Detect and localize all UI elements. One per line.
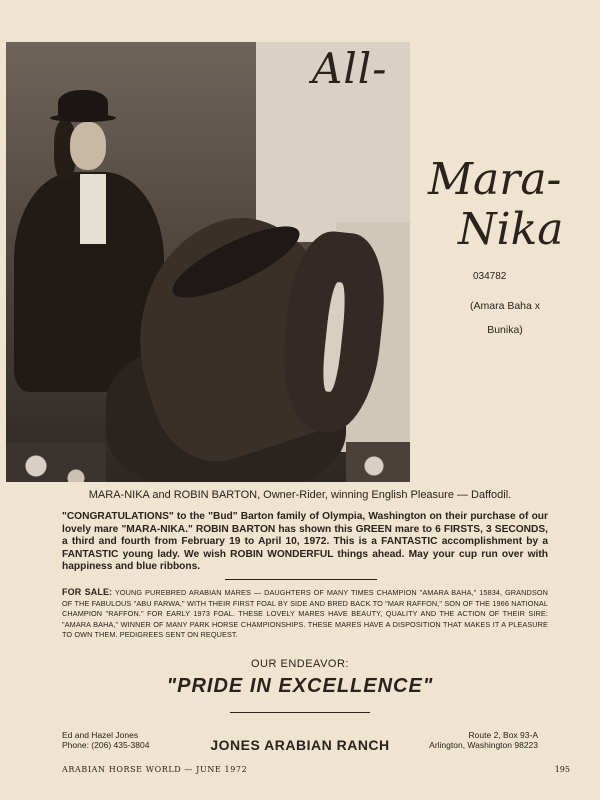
lineage-line1: (Amara Baha x	[469, 300, 541, 312]
for-sale-label: FOR SALE:	[62, 587, 113, 597]
congratulations-paragraph: "CONGRATULATIONS" to the "Bud" Barton family of Olympia, Washington on their purchase of our lovely mare "MARA-NIKA." ROBIN BARTON has shown this GREEN mare to 6 FIRSTS, 3 SECONDS, a third and fourth from February 19 to April 10, 1972. This is a FANTASTIC accomplishment by a FANTASTIC young lady. We wish ROBIN WONDERFUL things ahead. May your cup run over with happiness and blue ribbons.	[62, 511, 548, 572]
address-line2: Arlington, Washington 98223	[429, 740, 538, 750]
for-sale-paragraph	[62, 587, 548, 641]
publication-footer: ARABIAN HORSE WORLD — JUNE 1972	[62, 765, 248, 774]
for-sale-text: YOUNG PUREBRED ARABIAN MARES — DAUGHTERS OF MANY TIMES CHAMPION "AMARA BAHA," 15834, GRANDSON OF THE FABULOUS "ABU FARWA," WITH THEIR FIRST FOAL BY SIDE AND BRED BACK TO "MAR RAFFON," SON OF THE 1966 NATIONAL CHAMPION "RAFFON." FOR EARLY 1973 FOAL. THESE LOVELY MARES HAVE BEAUTY, QUALITY AND THE ACTION OF THEIR SIRE: "AMARA BAHA," WINNER OF MANY PARK HORSE CHAMPIONSHIPS. THESE MARES HAVE A DISPOSITION THAT MAKES IT A PLEASURE TO OWN THEM. PEDIGREES SENT ON REQUEST.	[62, 588, 548, 639]
daffodil-flowers	[6, 442, 106, 482]
rider-hat-brim	[50, 114, 116, 122]
ranch-name: JONES ARABIAN RANCH	[210, 737, 390, 753]
daffodil-flowers	[346, 442, 410, 482]
endeavor-label: OUR ENDEAVOR:	[251, 658, 349, 670]
rider-shirt	[80, 174, 106, 244]
phone-number: Phone: (206) 435-3804	[62, 740, 150, 750]
photo-caption: MARA-NIKA and ROBIN BARTON, Owner-Rider, winning English Pleasure — Daffodil.	[88, 489, 512, 501]
ranch-address	[429, 730, 538, 750]
lineage	[460, 294, 550, 342]
registration-number: 034782	[473, 271, 507, 282]
horse-name-line2: Nika	[458, 204, 564, 255]
divider	[225, 579, 377, 580]
owners-name: Ed and Hazel Jones	[62, 730, 139, 740]
horse-rider-photo	[6, 42, 410, 482]
address-line1: Route 2, Box 93-A	[468, 730, 538, 740]
page-number: 195	[554, 765, 570, 774]
lineage-line2: Bunika)	[487, 324, 523, 336]
rider-face	[70, 122, 106, 170]
divider	[230, 712, 370, 713]
horse-name-line1: Mara-	[428, 154, 562, 205]
endeavor-slogan: "PRIDE IN EXCELLENCE"	[166, 675, 434, 697]
title-fragment: All-	[312, 44, 388, 93]
